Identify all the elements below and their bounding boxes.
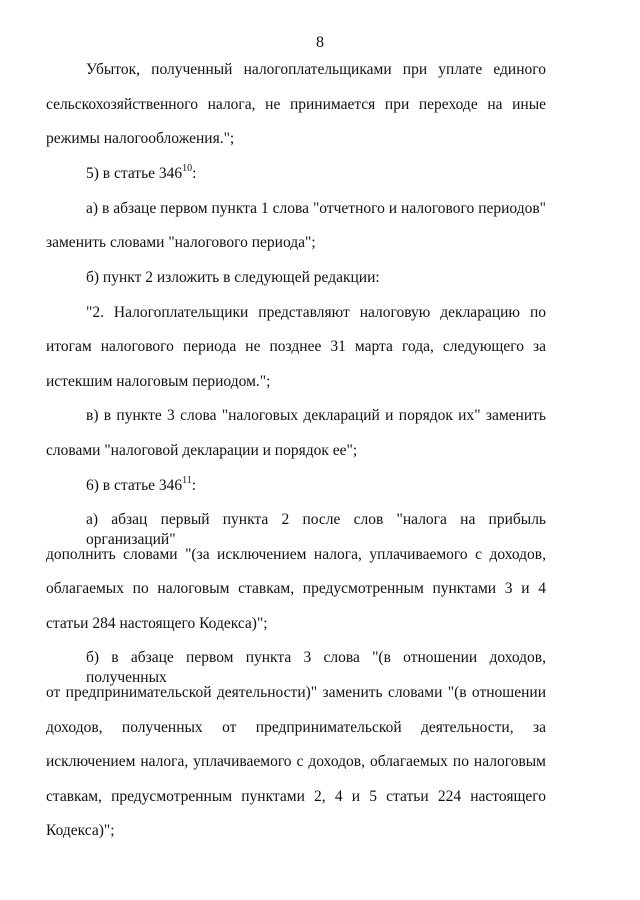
text-line: а) в абзаце первом пункта 1 слова "отчетного и налогового периодов"	[86, 200, 546, 217]
text-line: дополнить словами "(за исключением налога, уплачиваемого с доходов,	[46, 546, 546, 563]
text-line: сельскохозяйственного налога, не принимается при переходе на иные	[46, 96, 546, 113]
superscript: 10	[182, 163, 193, 174]
heading-colon: :	[191, 477, 197, 494]
superscript: 11	[182, 475, 192, 486]
text-line: в) в пункте 3 слова "налоговых деклараций и порядок их" заменить	[86, 407, 546, 424]
text-line: б) в абзаце первом пункта 3 слова "(в отношении доходов, полученных	[86, 649, 546, 686]
text-line: "2. Налогоплательщики представляют налоговую декларацию по	[86, 304, 546, 321]
text-line: доходов, полученных от предпринимательской деятельности, за	[46, 719, 546, 736]
text-line: заменить словами "налогового периода";	[46, 234, 316, 251]
text-line: б) пункт 2 изложить в следующей редакции:	[86, 269, 380, 286]
text-line: ставкам, предусмотренным пунктами 2, 4 и 5 статьи 224 настоящего	[46, 788, 546, 805]
text-line: от предпринимательской деятельности)" заменить словами "(в отношении	[46, 684, 546, 701]
text-line: режимы налогообложения.";	[46, 130, 235, 147]
heading-text: 5) в статье 346	[86, 165, 183, 182]
page-number: 8	[316, 34, 324, 51]
heading-text: 6) в статье 346	[86, 477, 183, 494]
text-line: исключением налога, уплачиваемого с доходов, облагаемых по налоговым	[46, 753, 546, 770]
text-line: а) абзац первый пункта 2 после слов "налога на прибыль организаций"	[86, 511, 546, 548]
text-line: Убыток, полученный налогоплательщиками при уплате единого	[86, 61, 546, 78]
text-line-heading	[86, 476, 546, 496]
text-line-heading	[86, 164, 546, 184]
text-line: облагаемых по налоговым ставкам, предусмотренным пунктами 3 и 4	[46, 580, 546, 597]
heading-colon: :	[192, 165, 197, 182]
text-line: Кодекса)";	[46, 822, 115, 839]
text-line: итогам налогового периода не позднее 31 марта года, следующего за	[46, 338, 546, 355]
text-line: словами "налоговой декларации и порядок ее";	[46, 442, 358, 459]
text-line: истекшим налоговым периодом.";	[46, 373, 271, 390]
text-line: статьи 284 настоящего Кодекса)";	[46, 615, 268, 632]
